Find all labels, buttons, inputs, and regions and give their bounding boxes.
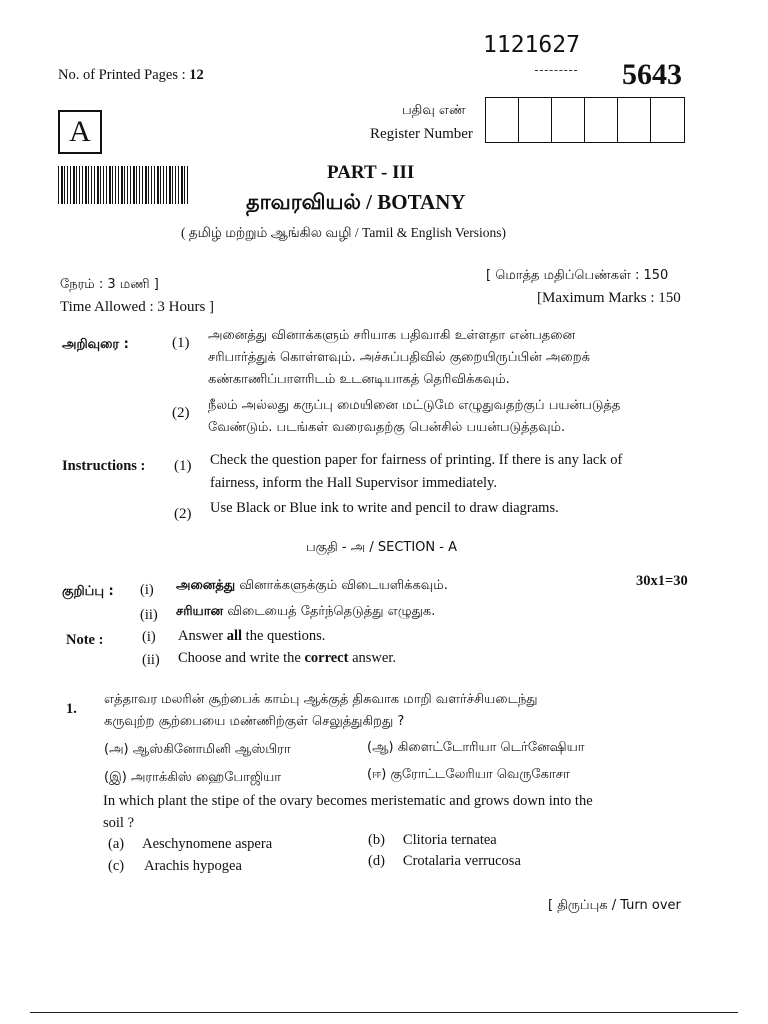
medium-note: ( தமிழ் மற்றும் ஆங்கில வழி / Tamil & English Versions) bbox=[181, 225, 506, 240]
marks-tamil: [ மொத்த மதிப்பெண்கள் : 150 bbox=[486, 268, 669, 283]
note-english-label: Note : bbox=[66, 632, 104, 648]
option-label: (a) bbox=[108, 836, 125, 852]
question-tamil-line: எத்தாவர மலரின் சூற்பைக் காம்பு ஆக்குத் திசுவாக மாறி வளர்ச்சியடைந்து bbox=[104, 692, 538, 707]
option-tamil[interactable] bbox=[104, 742, 291, 758]
note-english-post: answer. bbox=[348, 650, 396, 666]
note-tamil-text bbox=[176, 578, 448, 594]
note-english-pre: Choose and write the bbox=[178, 650, 305, 666]
printed-pages-label: No. of Printed Pages : bbox=[58, 67, 190, 83]
serial-number: 1121627 bbox=[483, 32, 580, 58]
subject-title: தாவரவியல் / BOTANY bbox=[246, 190, 466, 214]
note-tamil-num: (ii) bbox=[140, 607, 158, 623]
option-text: Crotalaria verrucosa bbox=[402, 853, 521, 869]
question-tamil-line: கருவுற்ற சூற்பையை மண்ணிற்குள் செலுத்துகிறது ? bbox=[104, 714, 405, 729]
time-tamil: நேரம் : 3 மணி ] bbox=[60, 277, 159, 292]
note-tamil-bold: சரியான bbox=[176, 604, 224, 619]
option-text: Clitoria ternatea bbox=[402, 832, 497, 848]
instruction-english-line: fairness, inform the Hall Supervisor immediately. bbox=[210, 475, 497, 491]
instruction-tamil-line: சரிபார்த்துக் கொள்ளவும். அச்சுப்பதிவில் குறையிருப்பின் அறைக் bbox=[208, 350, 590, 365]
register-cell[interactable] bbox=[618, 98, 651, 142]
note-tamil-num: (i) bbox=[140, 582, 154, 598]
option-label: (இ) bbox=[104, 770, 127, 785]
option-tamil[interactable] bbox=[367, 740, 585, 756]
instruction-english-line: Use Black or Blue ink to write and pencil to draw diagrams. bbox=[210, 500, 559, 516]
note-tamil-label: குறிப்பு : bbox=[62, 584, 114, 599]
option-text: Aeschynomene aspera bbox=[142, 836, 273, 852]
note-english-bold: all bbox=[226, 628, 243, 644]
option-text: அராக்கிஸ் ஹைபோஜியா bbox=[130, 770, 282, 785]
instruction-tamil-line: அனைத்து வினாக்களும் சரியாக பதிவாகி உள்ளதா என்பதனை bbox=[208, 328, 576, 343]
question-english-line: soil ? bbox=[103, 815, 135, 831]
register-number-grid[interactable] bbox=[485, 97, 685, 143]
bottom-rule bbox=[30, 1012, 738, 1013]
question-english-line: In which plant the stipe of the ovary becomes meristematic and grows down into the bbox=[103, 793, 593, 809]
option-tamil[interactable] bbox=[104, 770, 281, 786]
register-label-tamil: பதிவு எண் bbox=[402, 103, 466, 118]
printed-pages bbox=[58, 67, 204, 84]
instruction-tamil-num: (2) bbox=[172, 405, 190, 421]
version-box: A bbox=[58, 110, 102, 154]
option-label: (c) bbox=[108, 858, 125, 874]
option-english[interactable] bbox=[108, 858, 242, 875]
instruction-tamil-num: (1) bbox=[172, 335, 190, 351]
option-label: (ஈ) bbox=[367, 767, 387, 782]
note-tamil-bold: அனைத்து bbox=[176, 578, 236, 593]
register-label-english: Register Number bbox=[370, 126, 473, 142]
note-english-num: (ii) bbox=[142, 652, 160, 668]
option-label: (ஆ) bbox=[367, 740, 394, 755]
register-cell[interactable] bbox=[651, 98, 684, 142]
section-heading-text: பகுதி - அ / SECTION - A bbox=[306, 540, 457, 555]
note-tamil-rest: வினாக்களுக்கும் விடையளிக்கவும். bbox=[235, 578, 448, 593]
option-label: (d) bbox=[368, 853, 385, 869]
register-cell[interactable] bbox=[486, 98, 519, 142]
option-tamil[interactable] bbox=[367, 767, 570, 783]
part-title: PART - III bbox=[327, 162, 415, 183]
instruction-english-num: (2) bbox=[174, 506, 192, 522]
instruction-english-num: (1) bbox=[174, 458, 192, 474]
option-english[interactable] bbox=[368, 832, 497, 849]
section-heading bbox=[306, 540, 457, 556]
option-label: (b) bbox=[368, 832, 385, 848]
option-label: (அ) bbox=[104, 742, 129, 757]
option-english[interactable] bbox=[108, 836, 272, 853]
paper-code: 5643 bbox=[622, 58, 682, 91]
section-marks: 30x1=30 bbox=[636, 573, 688, 589]
instructions-english-label: Instructions : bbox=[62, 458, 146, 474]
option-text: ஆஸ்கினோமினி ஆஸ்பிரா bbox=[132, 742, 291, 757]
divider bbox=[535, 70, 577, 71]
instruction-english-line: Check the question paper for fairness of printing. If there is any lack of bbox=[210, 452, 623, 468]
note-english-bold: correct bbox=[304, 650, 349, 666]
option-text: குரோட்டலேரியா வெருகோசா bbox=[390, 767, 570, 782]
note-tamil-text bbox=[176, 604, 435, 620]
register-cell[interactable] bbox=[552, 98, 585, 142]
option-text: Arachis hypogea bbox=[144, 858, 242, 874]
note-tamil-rest: விடையைத் தேர்ந்தெடுத்து எழுதுக. bbox=[223, 604, 436, 619]
printed-pages-value: 12 bbox=[189, 67, 204, 83]
instruction-tamil-line: நீலம் அல்லது கருப்பு மையினை மட்டுமே எழுதுவதற்குப் பயன்படுத்த bbox=[208, 398, 621, 413]
note-english-post: the questions. bbox=[242, 628, 326, 644]
turn-over: [ திருப்புக / Turn over bbox=[548, 898, 681, 913]
option-text: கிளைட்டோரியா டெர்னேஷியா bbox=[397, 740, 585, 755]
instruction-tamil-line: கண்காணிப்பாளரிடம் உடனடியாகத் தெரிவிக்கவும். bbox=[208, 372, 510, 387]
register-cell[interactable] bbox=[519, 98, 552, 142]
option-english[interactable] bbox=[368, 853, 521, 870]
register-cell[interactable] bbox=[585, 98, 618, 142]
note-english-pre: Answer bbox=[178, 628, 227, 644]
time-english: Time Allowed : 3 Hours ] bbox=[60, 299, 215, 315]
instruction-tamil-line: வேண்டும். படங்கள் வரைவதற்கு பென்சில் பயன்படுத்தவும். bbox=[208, 420, 566, 435]
note-english-text bbox=[178, 628, 325, 645]
marks-english: [Maximum Marks : 150 bbox=[537, 290, 681, 306]
barcode bbox=[58, 166, 190, 204]
question-number: 1. bbox=[66, 701, 77, 717]
note-english-num: (i) bbox=[142, 629, 156, 645]
instructions-tamil-label: அறிவுரை : bbox=[62, 337, 129, 352]
note-english-text bbox=[178, 650, 396, 667]
